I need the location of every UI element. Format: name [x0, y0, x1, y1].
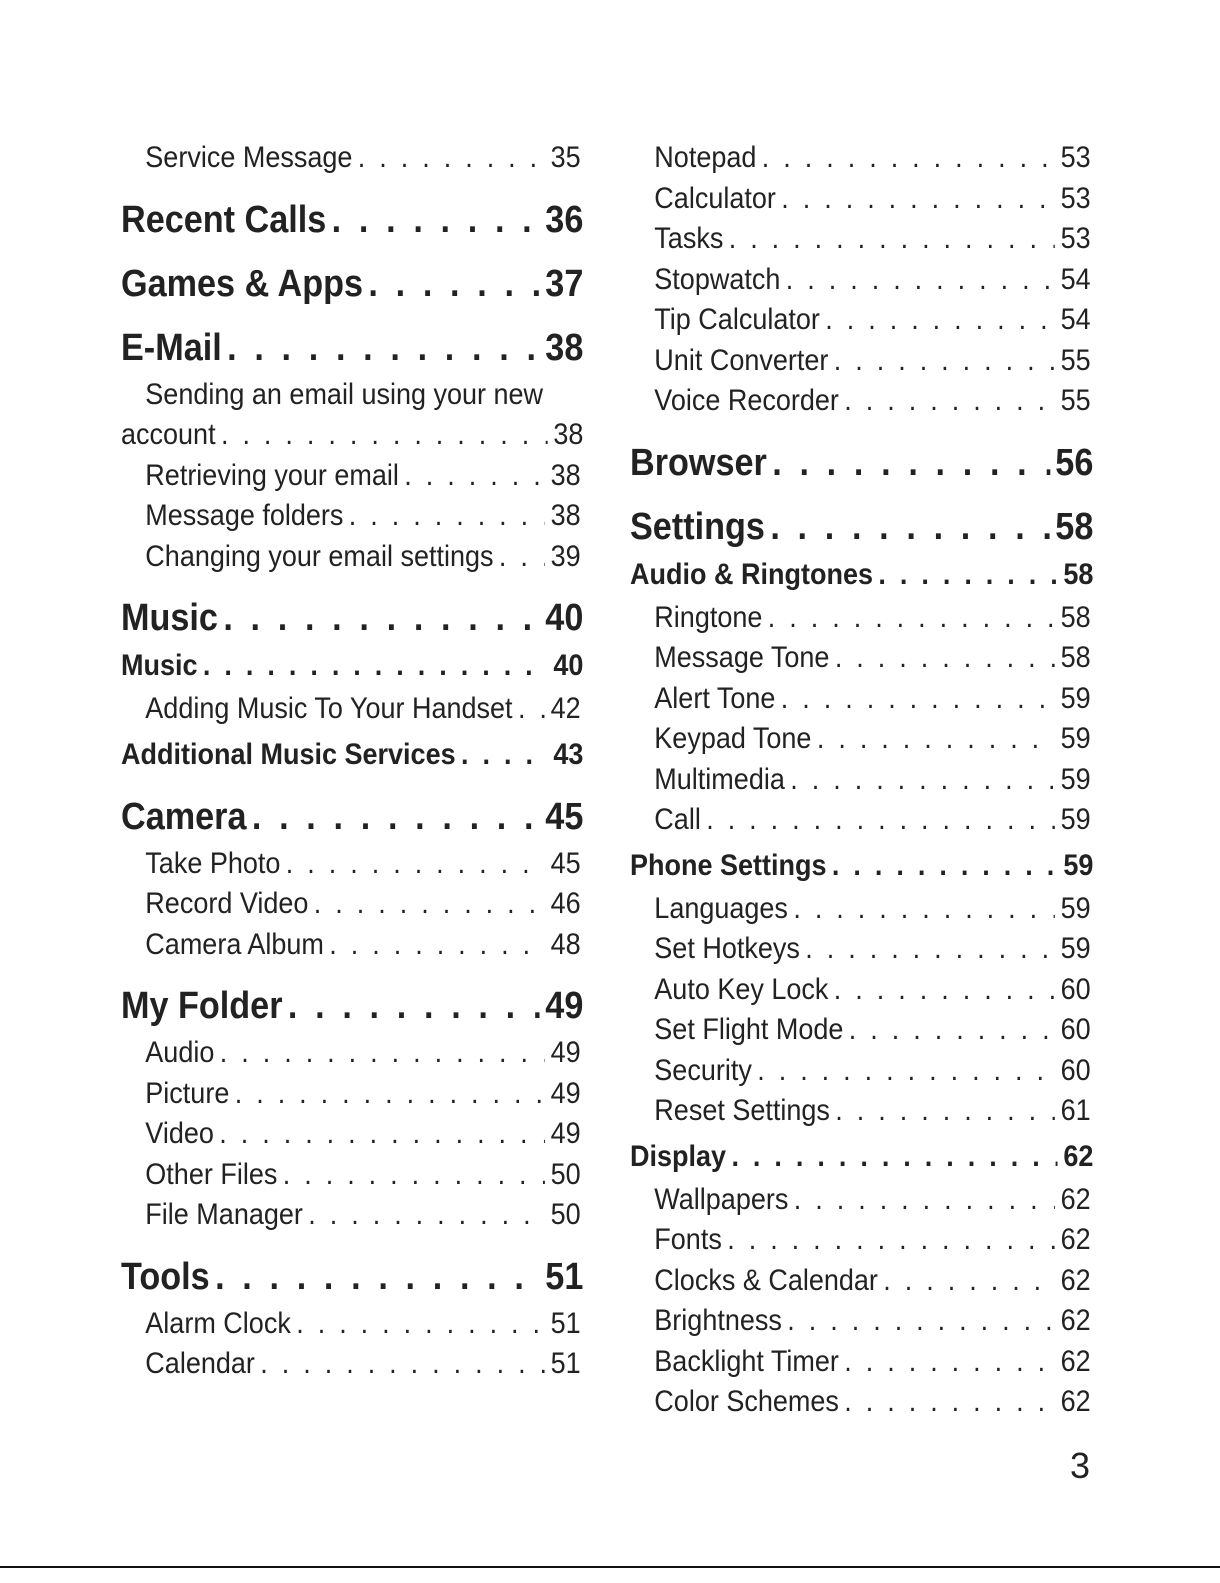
toc-chapter-my-folder — [121, 983, 583, 1029]
toc-page-number: 56 — [1055, 441, 1094, 484]
toc-leader-dots — [349, 496, 545, 537]
toc-leader-dots — [235, 1074, 545, 1115]
toc-leader-dots — [834, 341, 1055, 382]
toc-leader-dots — [844, 1382, 1055, 1423]
toc-title: Retrieving your email — [145, 458, 399, 492]
toc-leader-dots — [878, 554, 1058, 596]
toc-leader-dots — [805, 929, 1055, 970]
toc-page-number: 59 — [1063, 848, 1094, 882]
toc-leader-dots — [329, 925, 545, 966]
toc-page-number: 38 — [550, 458, 581, 492]
toc-leader-dots — [499, 537, 545, 578]
toc-page-number: 53 — [1060, 141, 1091, 174]
toc-entry-brightness — [630, 1301, 1091, 1342]
toc-entry-adding-music-to-your-handset — [121, 689, 581, 730]
toc-title: Settings — [630, 505, 765, 548]
toc-entry-notepad — [630, 138, 1091, 179]
toc-leader-dots — [757, 1051, 1055, 1092]
toc-title: Message Tone — [654, 641, 830, 674]
toc-title: Keypad Tone — [654, 722, 812, 755]
toc-entry-calendar — [121, 1344, 581, 1385]
toc-page-number: 62 — [1060, 1182, 1091, 1216]
toc-page-number: 53 — [1060, 222, 1091, 255]
toc-title: Security — [654, 1053, 752, 1087]
toc-chapter-camera — [121, 794, 583, 840]
toc-chapter-e-mail — [121, 325, 583, 371]
toc-title: Camera — [121, 795, 247, 838]
toc-leader-dots — [332, 197, 540, 243]
toc-leader-dots — [729, 219, 1055, 260]
toc-page-number: 58 — [1055, 505, 1094, 548]
toc-leader-dots — [314, 884, 545, 925]
toc-page-number: 62 — [1063, 1139, 1094, 1173]
toc-leader-dots — [794, 1180, 1055, 1221]
toc-leader-dots — [518, 689, 545, 730]
toc-title: Unit Converter — [654, 343, 829, 377]
toc-entry-wallpapers — [630, 1180, 1091, 1221]
toc-chapter-recent-calls — [121, 197, 583, 243]
toc-entry-alert-tone — [630, 679, 1091, 720]
toc-title: Color Schemes — [654, 1385, 839, 1418]
toc-page-number: 62 — [1060, 1223, 1091, 1256]
toc-entry-camera-album — [121, 925, 581, 966]
toc-title: E-Mail — [121, 326, 222, 369]
toc-title: Multimedia — [654, 762, 785, 796]
toc-entry-message-folders — [121, 496, 581, 537]
toc-entry-security — [630, 1051, 1091, 1092]
toc-entry-color-schemes — [630, 1382, 1091, 1423]
toc-leader-dots — [825, 300, 1055, 341]
toc-leader-dots — [731, 1136, 1057, 1178]
toc-page-number: 49 — [550, 1076, 581, 1110]
toc-leader-dots — [227, 325, 540, 371]
toc-page-number: 51 — [550, 1347, 581, 1380]
toc-entry-unit-converter — [630, 341, 1091, 382]
toc-title: Video — [145, 1117, 214, 1150]
toc-leader-dots — [283, 1155, 545, 1196]
toc-leader-dots — [260, 1344, 545, 1385]
toc-entry-record-video — [121, 884, 581, 925]
toc-leader-dots — [215, 1254, 540, 1300]
toc-page-number: 37 — [545, 262, 584, 305]
toc-entry-tasks — [630, 219, 1091, 260]
toc-leader-dots — [308, 1195, 545, 1236]
toc-title: Calculator — [654, 181, 776, 215]
toc-leader-dots — [772, 440, 1050, 486]
toc-entry-file-manager — [121, 1195, 581, 1236]
toc-leader-dots — [835, 1091, 1055, 1132]
toc-entry-reset-settings — [630, 1091, 1091, 1132]
toc-title: Phone Settings — [630, 848, 827, 882]
toc-entry-fonts — [630, 1220, 1091, 1261]
toc-page-number: 62 — [1060, 1385, 1091, 1418]
toc-page-number: 50 — [550, 1157, 581, 1191]
toc-title: File Manager — [145, 1198, 303, 1231]
toc-title: Set Hotkeys — [654, 932, 800, 965]
toc-title: Message folders — [145, 499, 344, 532]
toc-leader-dots — [706, 800, 1055, 841]
toc-page-number: 40 — [545, 597, 584, 639]
toc-chapter-browser — [630, 440, 1093, 486]
toc-leader-dots — [368, 261, 539, 307]
toc-page-number: 59 — [1060, 762, 1091, 796]
toc-leader-dots — [219, 1114, 545, 1155]
toc-title: Tools — [121, 1255, 210, 1298]
toc-leader-dots — [203, 645, 548, 687]
toc-page-number: 43 — [553, 737, 584, 771]
toc-entry-ringtone — [630, 598, 1091, 639]
toc-title: Alarm Clock — [145, 1306, 291, 1340]
toc-page-number: 51 — [550, 1306, 581, 1340]
toc-title: Wallpapers — [654, 1182, 789, 1216]
toc-chapter-games-and-apps — [121, 261, 583, 307]
toc-leader-dots — [793, 889, 1055, 930]
toc-leader-dots — [883, 1261, 1055, 1302]
toc-leader-dots — [844, 381, 1055, 422]
toc-entry-call — [630, 800, 1091, 841]
toc-page-number: 51 — [545, 1255, 584, 1298]
toc-title: Calendar — [145, 1347, 255, 1380]
toc-entry-set-hotkeys — [630, 929, 1091, 970]
toc-title: Changing your email settings — [145, 539, 494, 573]
toc-entry-message-tone — [630, 638, 1091, 679]
toc-title: Clocks & Calendar — [654, 1263, 878, 1297]
toc-page-number: 53 — [1060, 181, 1091, 215]
toc-title: Audio & Ringtones — [630, 557, 873, 591]
toc-leader-dots — [762, 138, 1055, 179]
toc-entry-retrieving-your-email — [121, 456, 581, 497]
toc-title: Languages — [654, 891, 788, 925]
toc-leader-dots — [252, 794, 540, 840]
toc-page-number: 59 — [1060, 932, 1091, 965]
toc-entry-voice-recorder — [630, 381, 1091, 422]
toc-entry-multimedia — [630, 760, 1091, 801]
toc-entry-sending-an-email-using-your-new: Sending an email using your new — [145, 377, 544, 411]
toc-title: Take Photo — [145, 846, 281, 880]
toc-page-number: 54 — [1060, 303, 1091, 336]
toc-leader-dots — [781, 679, 1055, 720]
toc-leader-dots — [770, 504, 1050, 550]
toc-page-number: 59 — [1060, 722, 1091, 755]
toc-section-music — [121, 645, 583, 687]
toc-leader-dots — [221, 415, 548, 456]
toc-page-number: 55 — [1060, 343, 1091, 377]
toc-page-number: 49 — [545, 985, 584, 1027]
toc-title: Recent Calls — [121, 198, 327, 241]
toc-left-column — [121, 138, 583, 1385]
toc-page-number: 36 — [545, 198, 584, 241]
toc-title: Ringtone — [654, 600, 763, 634]
toc-page-number: 42 — [550, 692, 581, 725]
toc-entry-alarm-clock — [121, 1304, 581, 1345]
toc-leader-dots — [832, 845, 1058, 887]
toc-entry-calculator — [630, 179, 1091, 220]
toc-leader-dots — [786, 260, 1055, 301]
toc-title: Tasks — [654, 222, 724, 255]
toc-leader-dots — [787, 1301, 1055, 1342]
toc-leader-dots — [288, 983, 540, 1029]
toc-page-number: 60 — [1060, 972, 1091, 1006]
toc-page-number: 62 — [1060, 1263, 1091, 1297]
toc-entry-take-photo — [121, 844, 581, 885]
toc-entry-changing-your-email-settings — [121, 537, 581, 578]
toc-page-number: 46 — [550, 887, 581, 920]
toc-entry-languages — [630, 889, 1091, 930]
toc-leader-dots — [404, 456, 545, 497]
toc-leader-dots — [223, 595, 540, 641]
toc-page-number: 60 — [1060, 1013, 1091, 1046]
toc-entry-set-flight-mode — [630, 1010, 1091, 1051]
toc-leader-dots — [296, 1304, 545, 1345]
toc-title: Set Flight Mode — [654, 1013, 844, 1046]
toc-page-number: 39 — [550, 539, 581, 573]
toc-entry-service-message — [121, 138, 581, 179]
toc-page-number: 38 — [550, 499, 581, 532]
toc-title: Brightness — [654, 1304, 782, 1337]
toc-page-number: 48 — [550, 927, 581, 961]
toc-title: Other Files — [145, 1157, 278, 1191]
toc-leader-dots — [849, 1010, 1055, 1051]
toc-page-number: 59 — [1060, 891, 1091, 925]
toc-page-number: 60 — [1060, 1053, 1091, 1087]
toc-leader-dots — [781, 179, 1055, 220]
toc-title: Fonts — [654, 1223, 722, 1256]
toc-page-number: 38 — [553, 418, 584, 451]
toc-section-additional-music-services — [121, 734, 583, 776]
toc-page-number: 55 — [1060, 384, 1091, 417]
toc-title: My Folder — [121, 985, 283, 1027]
toc-leader-dots — [461, 734, 548, 776]
toc-title: Alert Tone — [654, 681, 776, 715]
toc-title: Record Video — [145, 887, 309, 920]
toc-page-number: 50 — [550, 1198, 581, 1231]
toc-section-audio-and-ringtones — [630, 554, 1093, 596]
toc-page-number: 38 — [545, 326, 584, 369]
toc-section-display — [630, 1136, 1093, 1178]
toc-leader-dots — [817, 719, 1055, 760]
toc-page-number: 61 — [1060, 1094, 1091, 1127]
toc-page-number: 54 — [1060, 262, 1091, 296]
toc-entry-other-files — [121, 1155, 581, 1196]
toc-title: Music — [121, 649, 198, 682]
toc-page-number: 49 — [550, 1036, 581, 1069]
page-number: 3 — [1069, 1445, 1090, 1486]
toc-page-number: 45 — [550, 846, 581, 880]
toc-leader-dots — [835, 638, 1055, 679]
toc-title: Tip Calculator — [654, 303, 820, 336]
toc-title: Display — [630, 1139, 727, 1173]
toc-entry-keypad-tone — [630, 719, 1091, 760]
toc-title: Notepad — [654, 141, 757, 174]
toc-title: Browser — [630, 441, 767, 484]
toc-leader-dots — [220, 1033, 545, 1074]
toc-title: Backlight Timer — [654, 1344, 839, 1378]
toc-leader-dots — [727, 1220, 1055, 1261]
toc-entry-auto-key-lock — [630, 970, 1091, 1011]
toc-leader-dots — [768, 598, 1055, 639]
toc-page-number: 62 — [1060, 1304, 1091, 1337]
toc-leader-dots — [790, 760, 1055, 801]
toc-page-number: 62 — [1060, 1344, 1091, 1378]
toc-title: Games & Apps — [121, 262, 364, 305]
toc-chapter-music — [121, 595, 583, 641]
toc-title: Music — [121, 597, 218, 639]
toc-chapter-settings — [630, 504, 1093, 550]
toc-title: Additional Music Services — [121, 737, 456, 771]
toc-title: Reset Settings — [654, 1094, 830, 1127]
toc-page-number: 49 — [550, 1117, 581, 1150]
toc-leader-dots — [834, 970, 1055, 1011]
toc-entry-backlight-timer — [630, 1342, 1091, 1383]
bottom-rule — [0, 1566, 1220, 1568]
toc-page-number: 45 — [545, 795, 584, 838]
toc-entry-stopwatch — [630, 260, 1091, 301]
toc-title: Call — [654, 803, 701, 836]
toc-title: Camera Album — [145, 927, 324, 961]
toc-entry-picture — [121, 1074, 581, 1115]
toc-section-phone-settings — [630, 845, 1093, 887]
toc-title: account — [121, 418, 216, 451]
toc-entry-account — [121, 415, 583, 456]
toc-title: Voice Recorder — [654, 384, 839, 417]
toc-page-number: 58 — [1063, 557, 1094, 591]
toc-leader-dots — [286, 844, 545, 885]
toc-title: Stopwatch — [654, 262, 781, 296]
toc-page-number: 58 — [1060, 641, 1091, 674]
toc-leader-dots — [844, 1342, 1055, 1383]
toc-entry-tip-calculator — [630, 300, 1091, 341]
toc-leader-dots — [358, 138, 545, 179]
toc-entry-video — [121, 1114, 581, 1155]
toc-title: Service Message — [145, 141, 353, 174]
toc-title: Auto Key Lock — [654, 972, 829, 1006]
toc-title: Audio — [145, 1036, 215, 1069]
toc-page-number: 58 — [1060, 600, 1091, 634]
toc-title: Picture — [145, 1076, 230, 1110]
toc-entry-clocks-and-calendar — [630, 1261, 1091, 1302]
toc-page-number: 35 — [550, 141, 581, 174]
toc-entry-audio — [121, 1033, 581, 1074]
toc-title: Adding Music To Your Handset — [145, 692, 513, 725]
toc-page-number: 59 — [1060, 681, 1091, 715]
toc-page-number: 59 — [1060, 803, 1091, 836]
toc-right-column — [630, 138, 1093, 1423]
toc-page-number: 40 — [553, 649, 584, 682]
toc-chapter-tools — [121, 1254, 583, 1300]
